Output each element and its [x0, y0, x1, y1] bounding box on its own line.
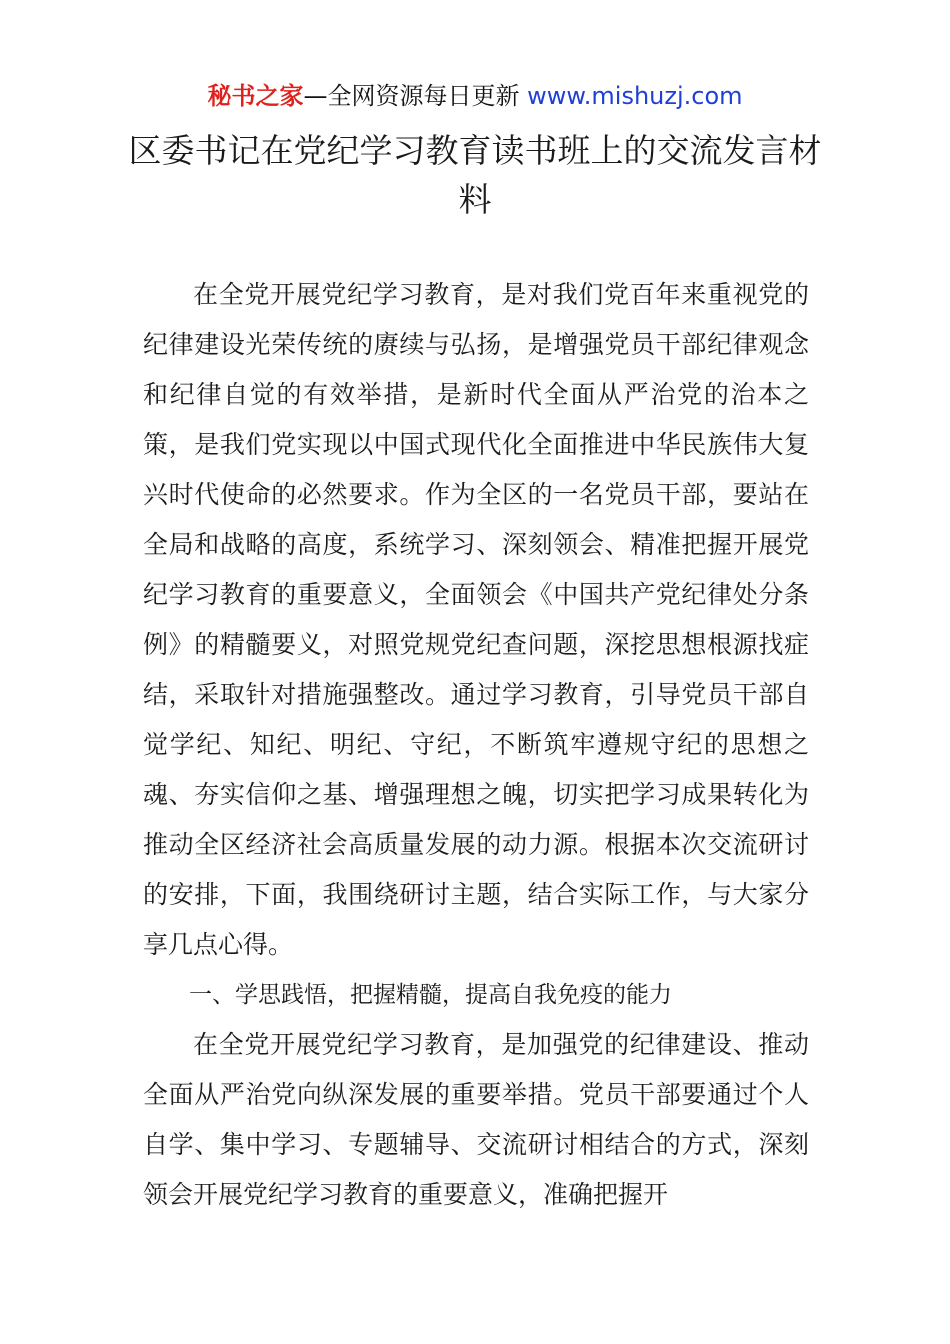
site-url-link[interactable]: www.mishuzj.com — [527, 82, 743, 110]
site-brand: 秘书之家 — [207, 82, 304, 110]
document-body — [143, 270, 809, 1220]
section-heading-1: 一、学思践悟，把握精髓，提高自我免疫的能力 — [189, 982, 672, 1008]
site-header — [0, 80, 950, 112]
paragraph-intro: 在全党开展党纪学习教育，是对我们党百年来重视党的纪律建设光荣传统的赓续与弘扬，是增强党员干部纪律观念和纪律自觉的有效举措，是新时代全面从严治党的治本之策，是我们党实现以中国式现代化全面推进中华民族伟大复兴时代使命的必然要求。作为全区的一名党员干部，要站在全局和战略的高度，系统学习、深刻领会、精准把握开展党纪学习教育的重要意义，全面领会《中国共产党纪律处分条例》的精髓要义，对照党规党纪查问题，深挖思想根源找症结，采取针对措施强整改。通过学习教育，引导党员干部自觉学纪、知纪、明纪、守纪，不断筑牢遵规守纪的思想之魂、夯实信仰之基、增强理想之魄，切实把学习成果转化为推动全区经济社会高质量发展的动力源。根据本次交流研讨的安排，下面，我围绕研讨主题，结合实际工作，与大家分享几点心得。 — [143, 280, 809, 959]
paragraph-section-1: 在全党开展党纪学习教育，是加强党的纪律建设、推动全面从严治党向纵深发展的重要举措。党员干部要通过个人自学、集中学习、专题辅导、交流研讨相结合的方式，深刻领会开展党纪学习教育的重要意义，准确把握开 — [143, 1030, 809, 1209]
site-slogan: —全网资源每日更新 — [303, 82, 520, 110]
document-title: 区委书记在党纪学习教育读书班上的交流发言材料 — [128, 131, 822, 219]
